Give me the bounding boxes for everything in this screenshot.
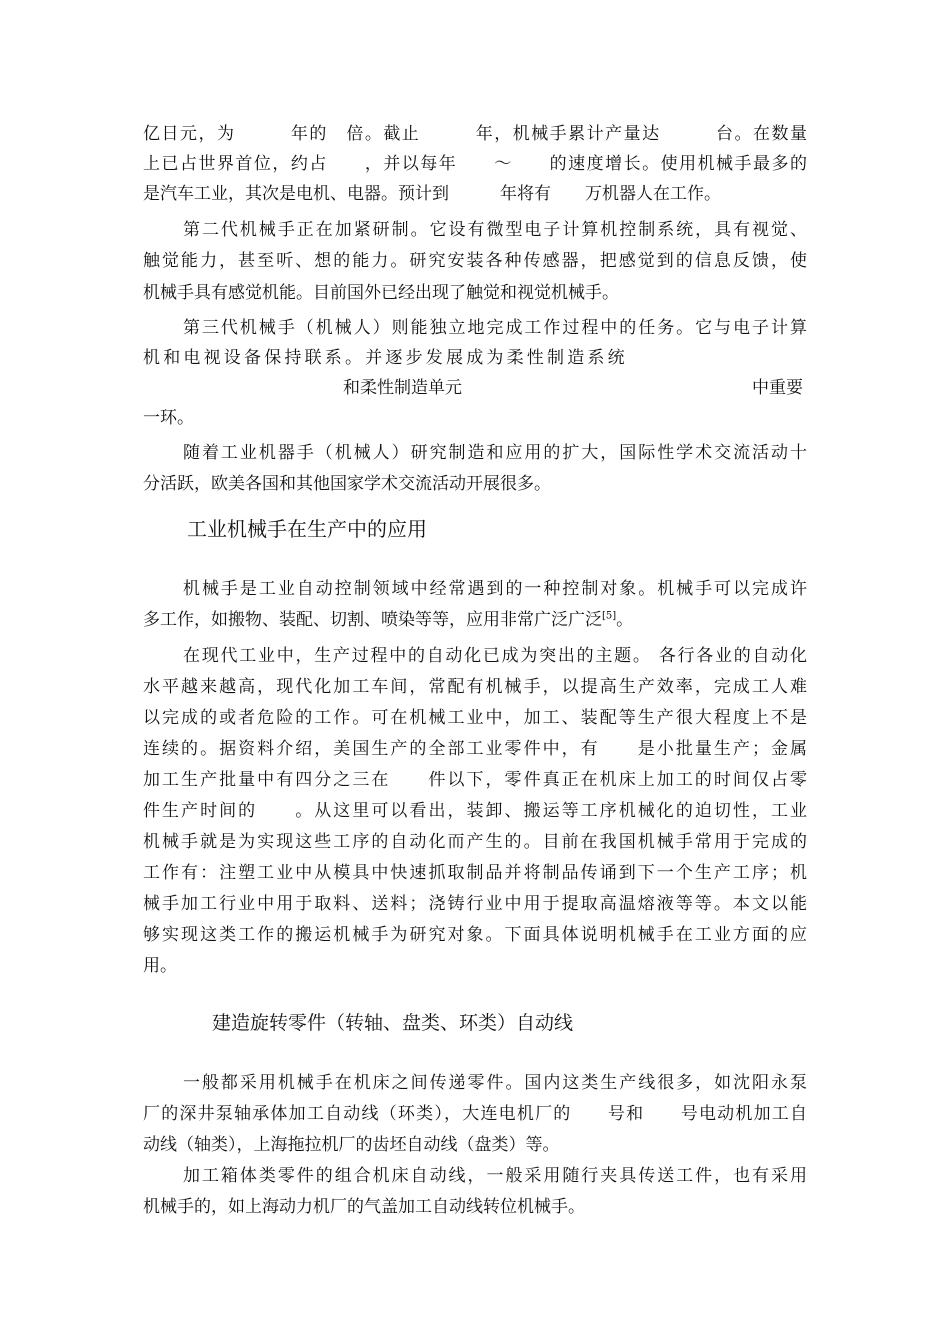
p2-line-1: 第二代机械手正在加紧研制。它设有微型电子计算机控制系统，具有视觉、 <box>183 220 807 240</box>
p6-line-9: 械手加工行业中用于取料、送料；浇铸行业中用于提取高温熔液等等。本文以能 <box>143 894 807 914</box>
p7-line-1: 一般都采用机械手在机床之间传递零件。国内这类生产线很多，如沈阳永泵 <box>183 1073 807 1093</box>
p6-line-8: 工作有：注塑工业中从模具中快速抓取制品并将制品传诵到下一个生产工序；机 <box>143 863 807 883</box>
p2-line-3: 机械手具有感觉机能。目前国外已经出现了触觉和视觉机械手。 <box>143 283 619 303</box>
p6-line-7: 机械手就是为实现这些工序的自动化而产生的。目前在我国机械手常用于完成的 <box>143 832 807 852</box>
p4-line-2: 分活跃，欧美各国和其他国家学术交流活动开展很多。 <box>143 474 551 494</box>
p1-line-2: 上已占世界首位，约占 ，并以每年 ～ 的速度增长。使用机械手最多的 <box>143 154 807 174</box>
p6-line-2: 水平越来越高，现代化加工车间，常配有机械手，以提高生产效率，完成工人难 <box>143 677 807 697</box>
p3-line-2: 机和电视设备保持联系。并逐步发展成为柔性制造系统 <box>143 348 628 368</box>
p5-line-2-end: 。 <box>616 610 634 630</box>
p4-line-1: 随着工业机器手（机械人）研究制造和应用的扩大，国际性学术交流活动十 <box>183 443 807 463</box>
p3-line-4: 一环。 <box>143 408 194 428</box>
p5-line-2 <box>143 608 633 632</box>
p7-line-3: 动线（轴类），上海拖拉机厂的齿坯自动线（盘类）等。 <box>143 1135 560 1155</box>
section-heading-industrial-applications: 工业机械手在生产中的应用 <box>187 517 427 541</box>
p3-line-3-right: 中重要 <box>752 378 803 398</box>
p7-line-2: 厂的深井泵轴承体加工自动线（环类），大连电机厂的 号和 号电动机加工自 <box>143 1104 807 1124</box>
section-heading-rotary-parts-line: 建造旋转零件（转轴、盘类、环类）自动线 <box>212 1012 574 1034</box>
p5-line-1: 机械手是工业自动控制领域中经常遇到的一种控制对象。机械手可以完成许 <box>183 579 807 599</box>
p1-line-3: 是汽车工业，其次是电机、电器。预计到 年将有 万机器人在工作。 <box>143 184 721 204</box>
p6-line-5: 加工生产批量中有四分之三在 件以下，零件真正在机床上加工的时间仅占零 <box>143 770 807 790</box>
citation-ref: [5] <box>602 610 617 622</box>
p6-line-1: 在现代工业中，生产过程中的自动化已成为突出的主题。 各行各业的自动化 <box>183 646 807 666</box>
p2-line-2: 触觉能力，甚至听、想的能力。研究安装各种传感器，把感觉到的信息反馈，使 <box>143 251 807 271</box>
p6-line-3: 以完成的或者危险的工作。可在机械工业中，加工、装配等生产很大程度上不是 <box>143 708 807 728</box>
p1-line-1: 亿日元，为 年的 倍。截止 年，机械手累计产量达 台。在数量 <box>143 124 807 144</box>
p8-line-1: 加工箱体类零件的组合机床自动线，一般采用随行夹具传送工件，也有采用 <box>183 1166 807 1186</box>
p5-line-2-text: 多工作，如搬物、装配、切割、喷染等等，应用非常广泛广泛 <box>143 610 602 630</box>
p3-line-1: 第三代机械手（机械人）则能独立地完成工作过程中的任务。它与电子计算 <box>183 318 807 338</box>
p8-line-2: 机械手的，如上海动力机厂的气盖加工自动线转位机械手。 <box>143 1197 585 1217</box>
p6-line-6: 件生产时间的 。从这里可以看出，装卸、搬运等工序机械化的迫切性，工业 <box>143 801 807 821</box>
p6-line-11: 用。 <box>143 956 177 976</box>
p3-line-3-left: 和柔性制造单元 <box>343 378 462 398</box>
p6-line-4: 连续的。据资料介绍，美国生产的全部工业零件中，有 是小批量生产；金属 <box>143 739 807 759</box>
p6-line-10: 够实现这类工作的搬运机械手为研究对象。下面具体说明机械手在工业方面的应 <box>143 925 807 945</box>
